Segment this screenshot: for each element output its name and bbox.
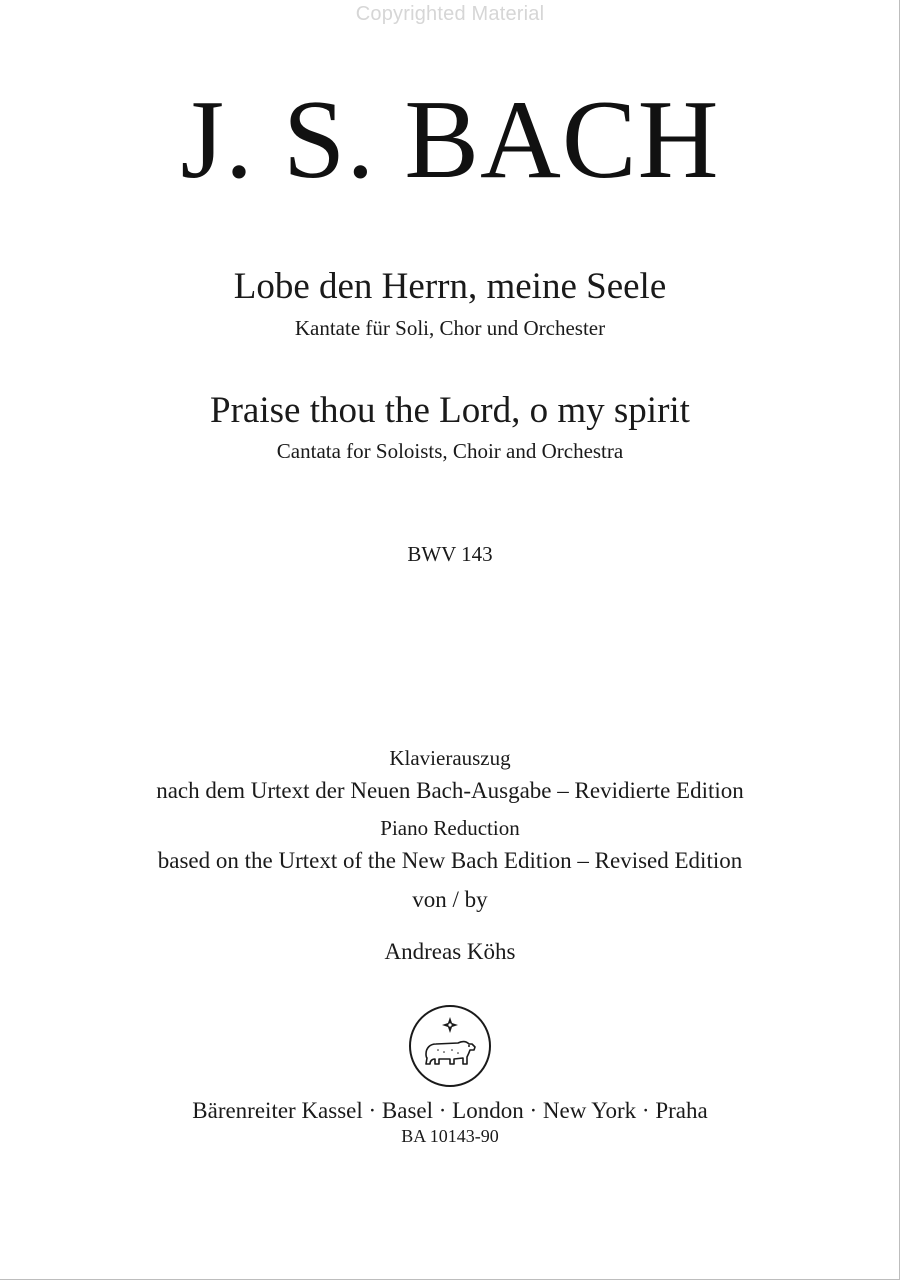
publisher-cities: Bärenreiter Kassel · Basel · London · New York · Praha <box>192 1098 708 1123</box>
composer-name: J. S. BACH <box>180 78 720 202</box>
arranger-name: Andreas Köhs <box>384 939 516 964</box>
subtitle-german: Kantate für Soli, Chor und Orchester <box>294 316 606 340</box>
edition-source-german: nach dem Urtext der Neuen Bach-Ausgabe – Revidierte Edition <box>156 778 744 803</box>
edition-source-english: based on the Urtext of the New Bach Edition – Revised Edition <box>157 848 743 873</box>
edition-type-german: Klavierauszug <box>389 746 511 770</box>
edition-type-english: Piano Reduction <box>380 816 520 840</box>
copyright-watermark: Copyrighted Material <box>355 3 545 25</box>
bwv-number: BWV 143 <box>407 542 493 566</box>
subtitle-english: Cantata for Soloists, Choir and Orchestra <box>276 439 624 463</box>
publisher-catalog-number: BA 10143-90 <box>401 1126 499 1146</box>
title-german: Lobe den Herrn, meine Seele <box>233 266 667 307</box>
title-english: Praise thou the Lord, o my spirit <box>210 390 690 431</box>
baerenreiter-bear-star-logo-icon <box>408 1004 492 1088</box>
by-label: von / by <box>412 887 488 912</box>
